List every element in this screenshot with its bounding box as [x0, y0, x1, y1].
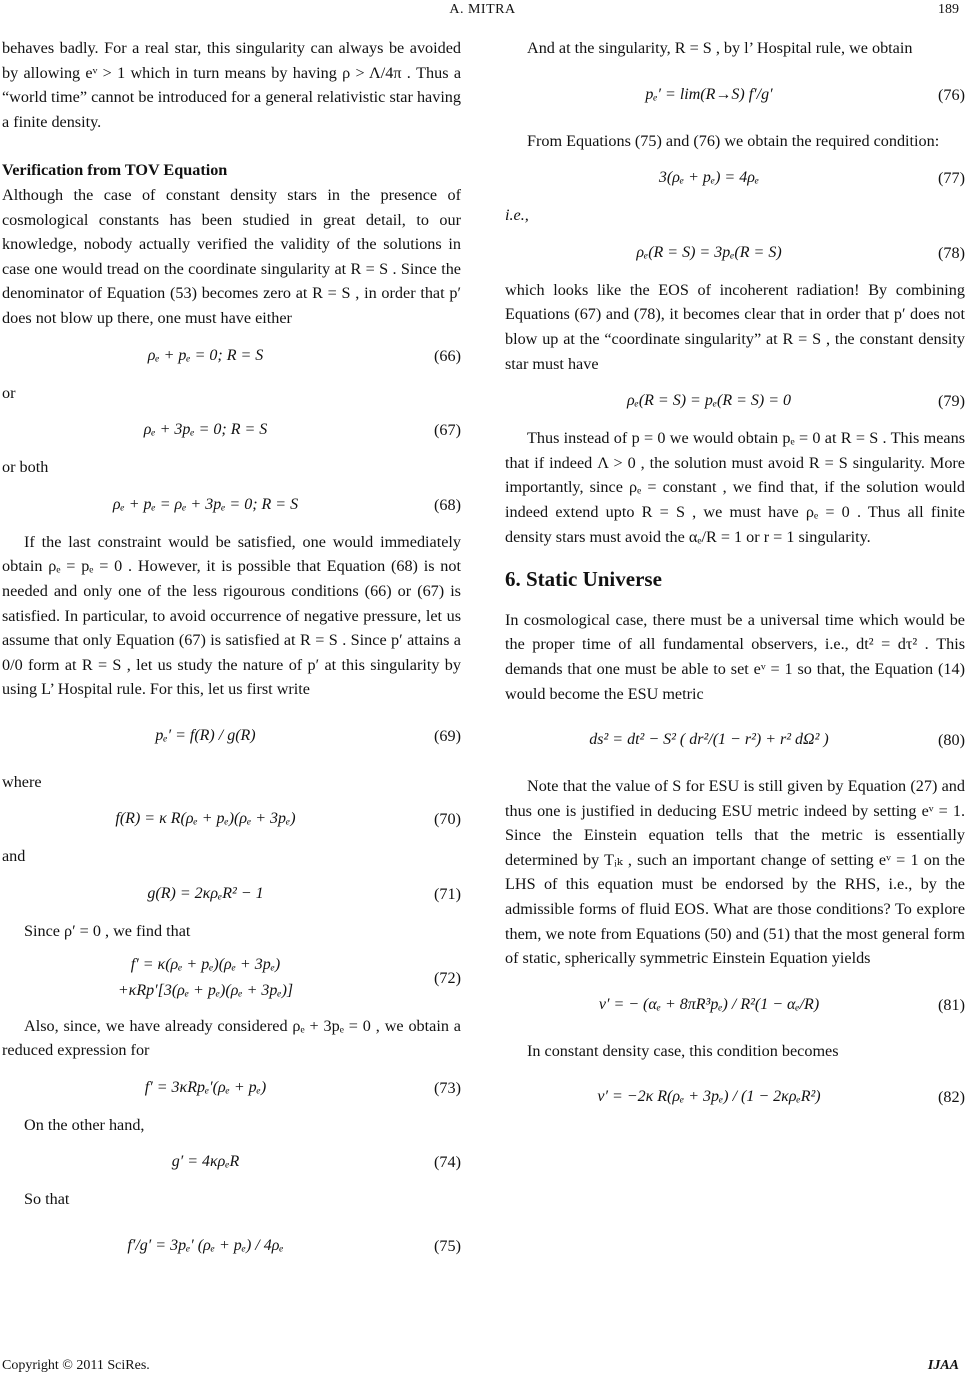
equation-expression: ν′ = −2κ R(ρₑ + 3pₑ) / (1 − 2κρₑR²): [597, 1088, 821, 1106]
equation-number: (72): [434, 968, 461, 987]
equation-75: [2, 1218, 461, 1274]
equation-expression: f′ = 3κRpₑ′(ρₑ + pₑ): [144, 1078, 267, 1096]
equation-77: [505, 159, 965, 197]
paragraph: Note that the value of S for ESU is still given by Equation (27) and thus one is justified in deducing ESU metric indeed by setting eᵛ = 1. Since the Einstein equation tells that the metric is essentially determined by Tᵢₖ , such an important change of setting eᵛ = 1 on the LHS of this equation must be endorsed by the RHS, i.e., by the admissible forms of fluid EOS. What are those conditions? To explore them, we note from Equations (50) and (51) that the most general form of static, spherically symmetric Einstein Equation yields: [505, 777, 965, 968]
paragraph: behaves badly. For a real star, this singularity can always be avoided by allowing eᵛ > 1 which in turn means by having ρ > Λ/4π . Thus a “world time” cannot be introduced for a general relativistic star having a finite density.: [2, 39, 461, 131]
equation-number: (70): [434, 810, 461, 829]
paragraph: If the last constraint would be satisfied, one would immediately obtain ρₑ = pₑ = 0 . However, it is possible that Equation (68) is not needed and only one of the less rigourous conditions (66) or (67) is satisfied. In particular, to avoid occurrence of negative pressure, let us assume that only Equation (67) is satisfied at R = S . Since p′ attains a 0/0 form at R = S , let us study the nature of p′ at this singularity by using L’ Hospital rule. For this, let us first write: [2, 532, 461, 699]
equation-72: [2, 950, 461, 1008]
equation-82: [505, 1069, 965, 1125]
equation-number: (77): [938, 169, 965, 188]
equation-number: (79): [938, 392, 965, 411]
paragraph: which looks like the EOS of incoherent radiation! By combining Equations (67) and (78), it becomes clear that in order that p′ does not blow up at the “coordinate singularity” at R = S , the constant density star must have: [505, 280, 965, 373]
page-number: 189: [938, 2, 959, 17]
paragraph: And at the singularity, R = S , by l’ Hospital rule, we obtain: [527, 39, 913, 57]
equation-number: (76): [938, 85, 965, 104]
equation-67: [2, 411, 461, 449]
equation-expression: f′/g′ = 3pₑ′ (ρₑ + pₑ) / 4ρₑ: [127, 1237, 284, 1255]
equation-number: (69): [434, 726, 461, 745]
equation-number: (71): [434, 885, 461, 904]
equation-74: [2, 1143, 461, 1181]
equation-number: (81): [938, 995, 965, 1014]
equation-expression: ds² = dt² − S² ( dr²/(1 − r²) + r² dΩ² ): [589, 731, 829, 749]
equation-68: [2, 486, 461, 524]
equation-expression: ρₑ(R = S) = pₑ(R = S) = 0: [626, 392, 792, 410]
right-column: [505, 36, 965, 1131]
equation-number: (68): [434, 495, 461, 514]
equation-expression: pₑ′ = f(R) / g(R): [155, 726, 256, 744]
paragraph: where: [2, 772, 42, 791]
paragraph: Since ρ′ = 0 , we find that: [24, 922, 191, 941]
paragraph: i.e.,: [505, 206, 529, 225]
equation-number: (75): [434, 1237, 461, 1256]
running-header: [0, 2, 965, 24]
paragraph: So that: [24, 1190, 70, 1209]
equation-line: f′ = κ(ρₑ + pₑ)(ρₑ + 3pₑ): [130, 955, 281, 973]
left-column: [2, 36, 461, 1280]
journal-name: IJAA: [927, 1358, 959, 1373]
equation-expression: g′ = 4κρₑR: [171, 1153, 240, 1171]
section-heading: 6. Static Universe: [505, 567, 662, 592]
paragraph: In cosmological case, there must be a universal time which would be the proper time of all fundamental observers, i.e., dt² = dτ² . This demands that one must be able to set eᵛ = 1 so that, the Equation (14) would become the ESU metric: [505, 610, 965, 703]
paragraph: Thus instead of p = 0 we would obtain pₑ = 0 at R = S . This means that if indeed Λ > 0 , the solution must avoid R = S singularity. More importantly, since ρₑ = constant , we find that, if the solution would indeed extend upto R = S , we must have ρₑ = 0 . Thus all finite density stars must avoid the αₑ/R = 1 or r = 1 singularity.: [505, 429, 965, 546]
equation-73: [2, 1069, 461, 1107]
equation-76: [505, 67, 965, 123]
equation-number: (66): [434, 346, 461, 365]
paragraph: In constant density case, this condition becomes: [527, 1041, 839, 1060]
copyright: Copyright © 2011 SciRes.: [2, 1358, 150, 1373]
paragraph: Although the case of constant density stars in the presence of cosmological constants has been studied in great detail, to our knowledge, nobody actually verified the validity of the solutions in case one would tread on the coordinate singularity at R = S . Since the denominator of Equation (53) becomes zero at R = S , in order that p′ does not blow up there, one must have either: [2, 185, 461, 327]
equation-expression: f(R) = κ R(ρₑ + pₑ)(ρₑ + 3pₑ): [115, 810, 296, 828]
paragraph: From Equations (75) and (76) we obtain the required condition:: [527, 131, 940, 150]
paragraph: and: [2, 847, 26, 866]
equation-expression: 3(ρₑ + pₑ) = 4ρₑ: [658, 169, 760, 187]
equation-expression: ρₑ + 3pₑ = 0; R = S: [143, 421, 268, 439]
equation-expression: ρₑ + pₑ = ρₑ + 3pₑ = 0; R = S: [112, 495, 299, 513]
equation-line: +κRp′[3(ρₑ + pₑ)(ρₑ + 3pₑ)]: [117, 981, 294, 999]
paragraph: or: [2, 383, 16, 402]
equation-71: [2, 875, 461, 913]
equation-number: (78): [938, 243, 965, 262]
equation-79: [505, 382, 965, 420]
equation-66: [2, 337, 461, 375]
equation-70: [2, 800, 461, 838]
equation-number: (80): [938, 731, 965, 750]
equation-expression: g(R) = 2κρₑR² − 1: [147, 885, 264, 903]
equation-78: [505, 234, 965, 272]
equation-number: (74): [434, 1153, 461, 1172]
equation-expression: ρₑ + pₑ = 0; R = S: [147, 346, 264, 364]
equation-expression: ν′ = − (αₑ + 8πR³pₑ) / R²(1 − αₑ/R): [598, 995, 820, 1013]
equation-number: (67): [434, 421, 461, 440]
equation-expression: ρₑ(R = S) = 3pₑ(R = S): [636, 243, 782, 261]
header-author: A. MITRA: [449, 2, 516, 17]
section-heading: Verification from TOV Equation: [2, 161, 228, 180]
paragraph: Also, since, we have already considered ρₑ + 3pₑ = 0 , we obtain a reduced expression for: [2, 1016, 461, 1060]
paragraph: or both: [2, 458, 49, 477]
equation-expression: pₑ′ = lim(R→S) f′/g′: [645, 85, 773, 103]
equation-69: [2, 708, 461, 764]
equation-81: [505, 977, 965, 1033]
equation-expression: [2, 952, 409, 1004]
paragraph: On the other hand,: [24, 1115, 145, 1134]
equation-number: (73): [434, 1078, 461, 1097]
equation-80: [505, 712, 965, 768]
equation-number: (82): [938, 1088, 965, 1107]
